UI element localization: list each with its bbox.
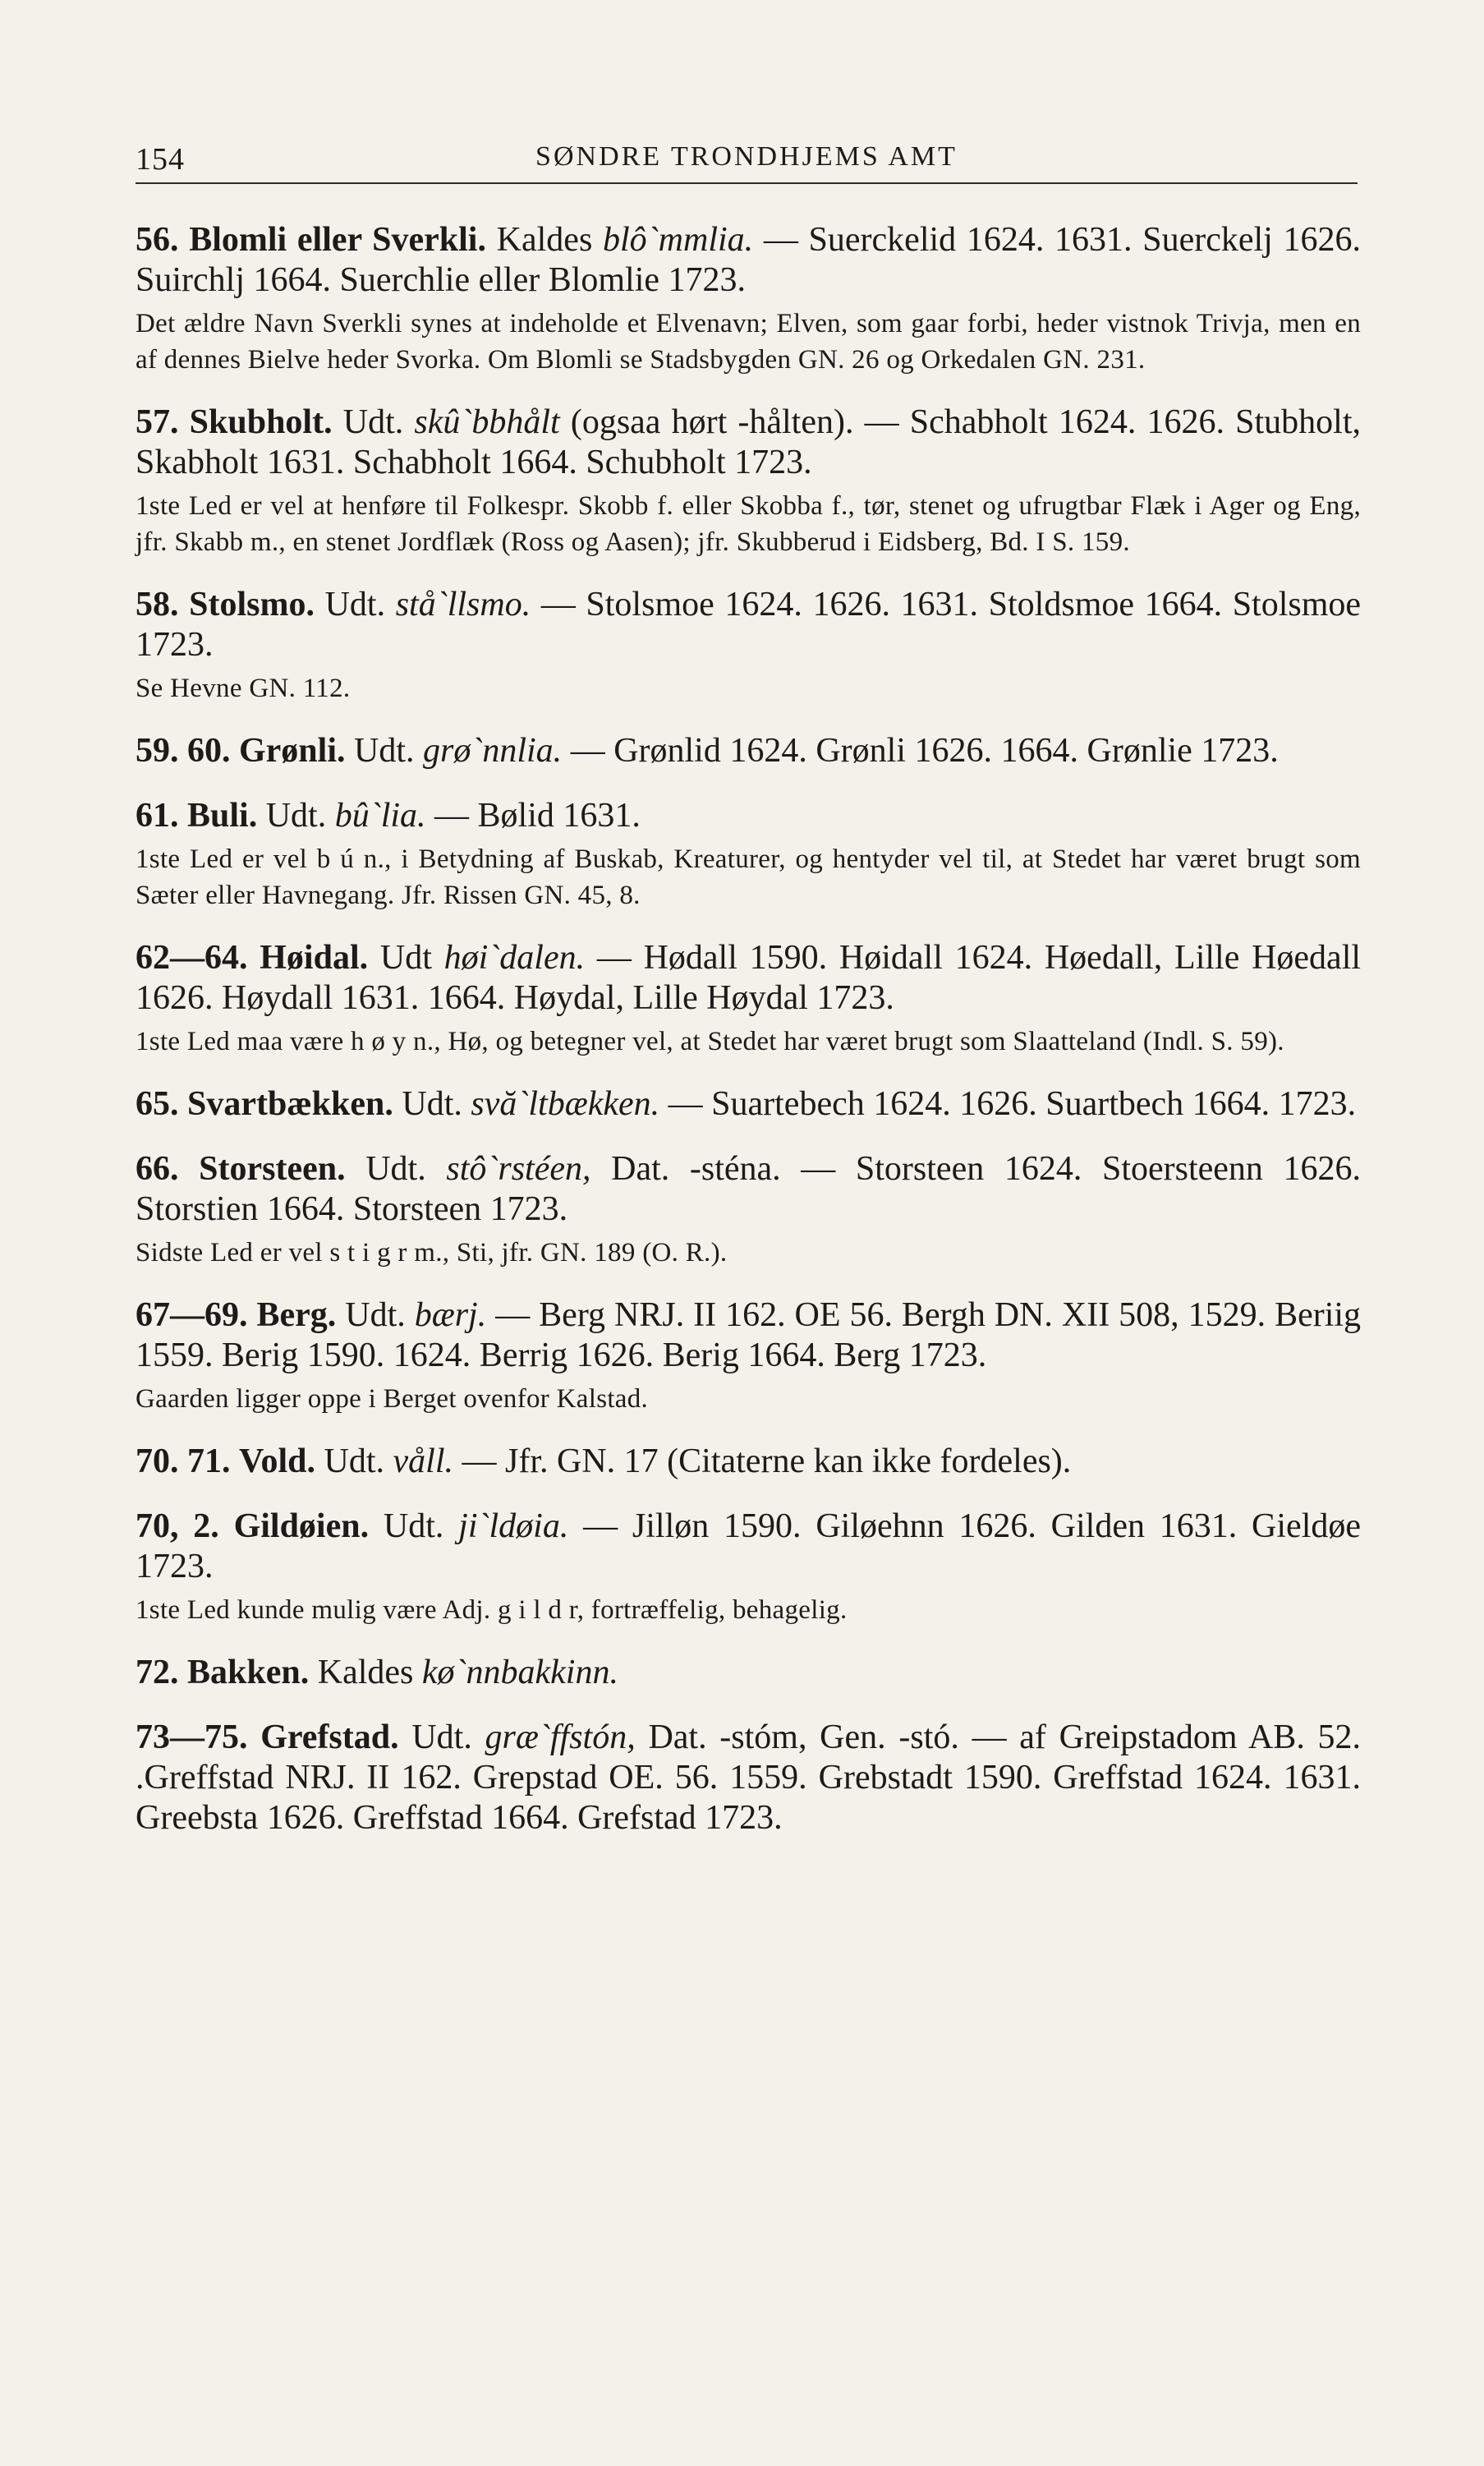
entry-note: Se Hevne GN. 112. (136, 674, 351, 703)
entry-forms: — Suartebech 1624. 1626. Suartbech 1664. 1723. (668, 1085, 1357, 1123)
entry-lead: Udt. (345, 1296, 406, 1334)
entry-pronunciation: høi`dalen. (443, 939, 586, 977)
entry-pronunciation: våll. (393, 1442, 453, 1480)
entry-pronunciation: kø`nnbakkinn. (421, 1654, 618, 1691)
entry-main (136, 1442, 1361, 1482)
entry-62-64 (136, 938, 1361, 1060)
entry-forms: — Suerckelid 1624. 1631. Suerckelj 1626. Suirchlj 1664. Suerchlie eller Blomlie 1723. (136, 221, 1362, 299)
entry-forms: Dat. -sténa. — Storsteen 1624. Stoersteenn 1626. Storstien 1664. Storsteen 1723. (136, 1150, 1362, 1228)
entry-main (136, 585, 1361, 665)
entry-73-75 (136, 1718, 1361, 1838)
running-title: SØNDRE TRONDHJEMS AMT (535, 141, 958, 172)
entry-main (136, 1507, 1361, 1587)
entry-forms: — Jilløn 1590. Giløehnn 1626. Gilden 1631. Gieldøe 1723. (136, 1507, 1362, 1585)
entry-61 (136, 796, 1361, 913)
entry-number: 70. 71. (136, 1442, 231, 1480)
entry-pronunciation: ji`ldøia. (458, 1507, 569, 1545)
entry-main (136, 1653, 1361, 1693)
entry-forms: — Berg NRJ. II 162. OE 56. Bergh DN. XII 508, 1529. Beriig 1559. Berig 1590. 1624. Berrig 1626. Berig 1664. Berg 1723. (136, 1296, 1362, 1374)
entry-59-60 (136, 731, 1361, 771)
entry-number: 73—75. (136, 1718, 248, 1756)
entry-pronunciation: blô`mmlia. (603, 221, 754, 259)
entry-name: Høidal. (260, 939, 369, 977)
entry-number: 70, 2. (136, 1507, 219, 1545)
entry-name: Svartbækken. (187, 1085, 393, 1123)
entry-pronunciation: græ`ffstón, (485, 1718, 636, 1756)
entry-forms: — Jfr. GN. 17 (Citaterne kan ikke fordeles). (462, 1442, 1072, 1480)
entry-number: 66. (136, 1150, 179, 1188)
entry-72 (136, 1653, 1361, 1693)
entry-name: Grønli. (239, 732, 346, 770)
header-rule (136, 182, 1358, 184)
entry-number: 59. 60. (136, 732, 231, 770)
entry-66 (136, 1149, 1361, 1271)
entry-name: Berg. (256, 1296, 337, 1334)
entry-pronunciation: grø`nnlia. (423, 732, 563, 770)
entry-forms: — Grønlid 1624. Grønli 1626. 1664. Grønlie 1723. (570, 732, 1279, 770)
entry-name: Skubholt. (189, 403, 333, 441)
entry-note: 1ste Led maa være h ø y n., Hø, og betegner vel, at Stedet har været brugt som Slaatteland (Indl. S. 59). (136, 1027, 1284, 1056)
entry-main (136, 731, 1361, 771)
entries-list (136, 220, 1361, 1838)
entry-main (136, 220, 1361, 301)
entry-number: 65. (136, 1085, 179, 1123)
entry-note: 1ste Led er vel at henføre til Folkespr. Skobb f. eller Skobba f., tør, stenet og ufrugtbar Flæk i Ager og Eng, jfr. Skabb m., en stenet Jordflæk (Ross og Aasen); jfr. Skubberud i Eidsberg, Bd. I S. 159. (136, 491, 1361, 557)
entry-pronunciation: stå`llsmo. (395, 586, 531, 623)
entry-number: 72. (136, 1654, 179, 1691)
entry-number: 67—69. (136, 1296, 248, 1334)
entry-note: Sidste Led er vel s t i g r m., Sti, jfr. GN. 189 (O. R.). (136, 1238, 728, 1268)
entry-note: 1ste Led er vel b ú n., i Betydning af Buskab, Kreaturer, og hentyder vel til, at Stedet har været brugt som Sæter eller Havnegang. Jfr. Rissen GN. 45, 8. (136, 844, 1361, 910)
page-header (136, 136, 1358, 181)
entry-note: 1ste Led kunde mulig være Adj. g i l d r, fortræffelig, behagelig. (136, 1595, 848, 1625)
entry-lead: Kaldes (317, 1654, 414, 1691)
entry-number: 62—64. (136, 939, 248, 977)
entry-main (136, 1149, 1361, 1230)
entry-lead: Udt. (324, 1442, 385, 1480)
entry-name: Storsteen. (199, 1150, 346, 1188)
entry-pronunciation: skû`bbhålt (414, 403, 560, 441)
entry-number: 58. (136, 586, 179, 623)
entry-lead: Udt. (383, 1507, 444, 1545)
entry-forms: (ogsaa hørt -hålten). — Schabholt 1624. 1626. Stubholt, Skabholt 1631. Schabholt 1664. Schubholt 1723. (136, 403, 1362, 481)
entry-name: Buli. (187, 797, 258, 835)
page-number: 154 (136, 142, 185, 177)
entry-main (136, 1718, 1361, 1838)
entry-67-69 (136, 1295, 1361, 1417)
entry-lead: Udt. (354, 732, 415, 770)
entry-number: 56. (136, 221, 179, 259)
entry-name: Stolsmo. (189, 586, 315, 623)
entry-lead: Udt. (265, 797, 327, 835)
entry-lead: Udt. (342, 403, 404, 441)
entry-main (136, 938, 1361, 1019)
entry-name: Gildøien. (233, 1507, 370, 1545)
entry-pronunciation: bærj. (414, 1296, 487, 1334)
entry-number: 61. (136, 797, 179, 835)
entry-main (136, 796, 1361, 836)
entry-58 (136, 585, 1361, 706)
entry-name: Grefstad. (260, 1718, 399, 1756)
entry-lead: Udt. (365, 1150, 426, 1188)
entry-main (136, 1084, 1361, 1125)
entry-lead: Udt. (324, 586, 386, 623)
entry-forms: Dat. -stóm, Gen. -stó. — af Greipstadom AB. 52. .Greffstad NRJ. II 162. Grepstad OE. 56. 1559. Grebstadt 1590. Greffstad 1624. 1631. Greebsta 1626. Greffstad 1664. Grefstad 1723. (136, 1718, 1362, 1837)
entry-name: Bakken. (187, 1654, 310, 1691)
entry-lead: Kaldes (496, 221, 593, 259)
entry-forms: — Bølid 1631. (434, 797, 641, 835)
entry-pronunciation: svă`ltbækken. (471, 1085, 660, 1123)
entry-number: 57. (136, 403, 179, 441)
entry-pronunciation: bû`lia. (334, 797, 426, 835)
entry-forms: — Stolsmoe 1624. 1626. 1631. Stoldsmoe 1664. Stolsmoe 1723. (136, 586, 1362, 664)
entry-lead: Udt. (411, 1718, 472, 1756)
entry-56 (136, 220, 1361, 378)
entry-name: Vold. (239, 1442, 316, 1480)
entry-70-71 (136, 1442, 1361, 1482)
entry-forms: — Hødall 1590. Høidall 1624. Høedall, Lille Høedall 1626. Høydall 1631. 1664. Høydal, Lille Høydal 1723. (136, 939, 1362, 1017)
entry-65 (136, 1084, 1361, 1125)
entry-main (136, 1295, 1361, 1376)
entry-main (136, 403, 1361, 483)
entry-name: Blomli eller Sverkli. (189, 221, 486, 259)
entry-pronunciation: stô`rstéen, (446, 1150, 591, 1188)
entry-lead: Udt. (402, 1085, 462, 1123)
entry-70-2 (136, 1507, 1361, 1628)
entry-lead: Udt (379, 939, 432, 977)
entry-57 (136, 403, 1361, 560)
entry-note: Det ældre Navn Sverkli synes at indeholde et Elvenavn; Elven, som gaar forbi, heder vistnok Trivja, men en af dennes Bielve heder Svorka. Om Blomli se Stadsbygden GN. 26 og Orkedalen GN. 231. (136, 309, 1361, 375)
entry-note: Gaarden ligger oppe i Berget ovenfor Kalstad. (136, 1384, 649, 1414)
